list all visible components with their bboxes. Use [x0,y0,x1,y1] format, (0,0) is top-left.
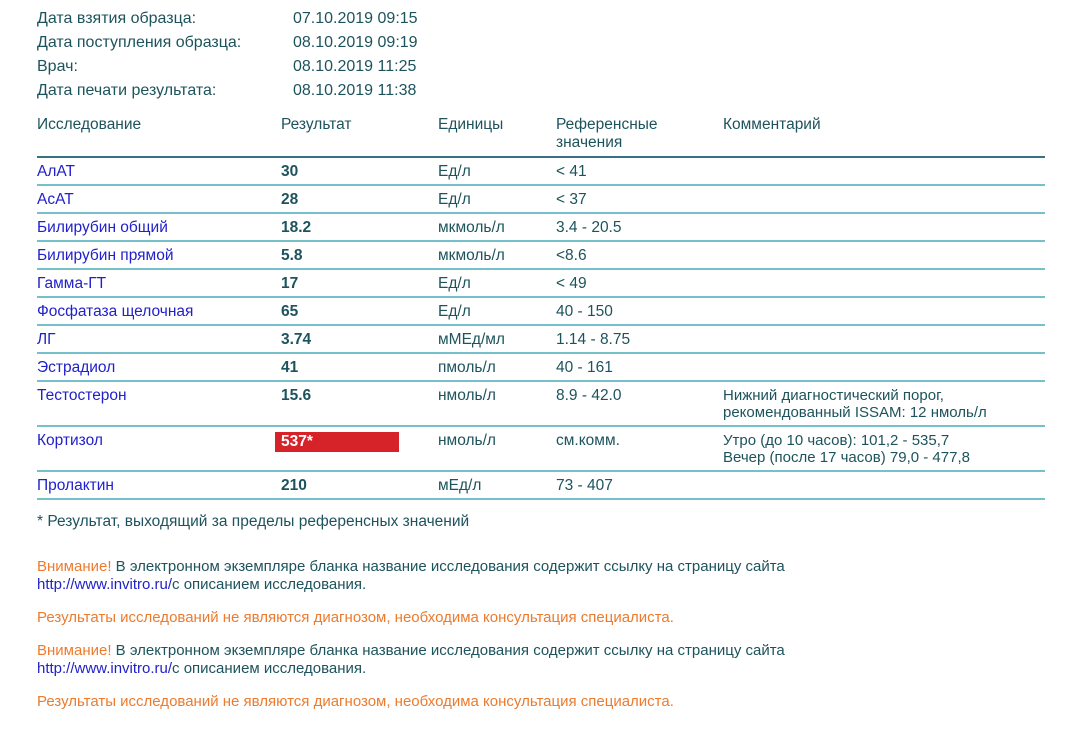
invitro-link[interactable]: http://www.invitro.ru/ [37,660,173,677]
test-reference: <8.6 [556,241,723,269]
test-result [281,269,438,297]
test-result-value: 17 [281,275,299,292]
info-value: 07.10.2019 09:15 [293,10,418,27]
notices [37,558,1045,711]
test-result-value: 3.74 [281,331,312,348]
table-row [37,471,1045,499]
test-reference: 40 - 150 [556,297,723,325]
attention-label: Внимание! [37,558,112,575]
test-units: мкмоль/л [438,241,556,269]
test-reference: 40 - 161 [556,353,723,381]
test-result [281,157,438,185]
test-comment [723,185,1045,213]
test-result-value: 5.8 [281,247,303,264]
attention-label: Внимание! [37,642,112,659]
test-units: Ед/л [438,297,556,325]
test-name: АсАТ [37,185,281,213]
test-units: пмоль/л [438,353,556,381]
test-name: Билирубин общий [37,213,281,241]
test-result-value: 65 [281,303,299,320]
test-name: Фосфатаза щелочная [37,297,281,325]
info-label: Врач: [37,58,78,75]
test-name: ЛГ [37,325,281,353]
test-name: Тестостерон [37,381,281,426]
info-value: 08.10.2019 09:19 [293,34,418,51]
test-units: мкмоль/л [438,213,556,241]
test-result-value: 210 [281,477,307,494]
test-result [281,353,438,381]
test-units: нмоль/л [438,381,556,426]
column-header-comment: Комментарий [723,116,1045,157]
test-result [281,185,438,213]
test-name: Билирубин прямой [37,241,281,269]
test-result-value: 15.6 [281,387,312,404]
table-row [37,297,1045,325]
test-comment [723,471,1045,499]
out-of-range-footnote: * Результат, выходящий за пределы референсных значений [37,513,470,530]
test-units: мЕд/л [438,471,556,499]
test-reference: см.комм. [556,426,723,471]
results-table-body [37,157,1045,499]
test-reference: 3.4 - 20.5 [556,213,723,241]
test-name: Пролактин [37,471,281,499]
column-header-result: Результат [281,116,438,157]
test-comment [723,325,1045,353]
test-result [281,426,438,471]
info-value: 08.10.2019 11:38 [293,82,417,99]
column-header-reference: Референсные значения [556,116,723,157]
test-result [281,325,438,353]
test-reference: 8.9 - 42.0 [556,381,723,426]
test-result-value: 41 [281,359,299,376]
test-comment [723,297,1045,325]
attention-text: В электронном экземпляре бланка название исследования содержит ссылку на страницу сайта [111,558,785,575]
test-reference: 73 - 407 [556,471,723,499]
info-label: Дата взятия образца: [37,10,197,27]
test-units: Ед/л [438,269,556,297]
test-comment [723,353,1045,381]
after-link-text: с описанием исследования. [172,660,367,677]
info-label: Дата печати результата: [37,82,217,99]
info-label: Дата поступления образца: [37,34,242,51]
table-row [37,185,1045,213]
test-reference: < 41 [556,157,723,185]
invitro-link[interactable]: http://www.invitro.ru/ [37,576,173,593]
after-link-text: с описанием исследования. [172,576,367,593]
test-name: Эстрадиол [37,353,281,381]
attention-notice-1 [37,558,1045,594]
test-name: АлАТ [37,157,281,185]
table-row [37,325,1045,353]
table-row [37,269,1045,297]
test-comment [723,269,1045,297]
test-reference: < 49 [556,269,723,297]
test-units: Ед/л [438,157,556,185]
test-comment: Утро (до 10 часов): 101,2 - 535,7 Вечер (после 17 часов) 79,0 - 477,8 [723,426,1045,471]
results-table [37,116,1045,500]
table-row [37,353,1045,381]
column-header-units: Единицы [438,116,556,157]
column-header-test: Исследование [37,116,281,157]
disclaimer-1: Результаты исследований не являются диагнозом, необходима консультация специалиста. [37,609,674,626]
test-comment [723,213,1045,241]
test-comment [723,241,1045,269]
disclaimer-2: Результаты исследований не являются диагнозом, необходима консультация специалиста. [37,693,674,710]
test-units: мМЕд/мл [438,325,556,353]
table-row [37,426,1045,471]
attention-text: В электронном экземпляре бланка название исследования содержит ссылку на страницу сайта [111,642,785,659]
test-result-value: 30 [281,163,299,180]
table-row [37,381,1045,426]
test-comment: Нижний диагностический порог, рекомендованный ISSAM: 12 нмоль/л [723,381,1045,426]
test-units: нмоль/л [438,426,556,471]
test-reference: < 37 [556,185,723,213]
test-units: Ед/л [438,185,556,213]
table-row [37,157,1045,185]
test-result [281,213,438,241]
test-result [281,471,438,499]
table-row [37,213,1045,241]
info-value: 08.10.2019 11:25 [293,58,417,75]
test-result [281,381,438,426]
test-result-value: 28 [281,191,299,208]
test-result-value: 537* [275,432,399,452]
test-result [281,241,438,269]
test-comment [723,157,1045,185]
attention-notice-2 [37,642,1045,678]
sample-info [37,7,1045,103]
test-reference: 1.14 - 8.75 [556,325,723,353]
test-result-value: 18.2 [281,219,312,236]
test-name: Кортизол [37,426,281,471]
table-row [37,241,1045,269]
test-result [281,297,438,325]
test-name: Гамма-ГТ [37,269,281,297]
results-table-header-row [37,116,1045,157]
